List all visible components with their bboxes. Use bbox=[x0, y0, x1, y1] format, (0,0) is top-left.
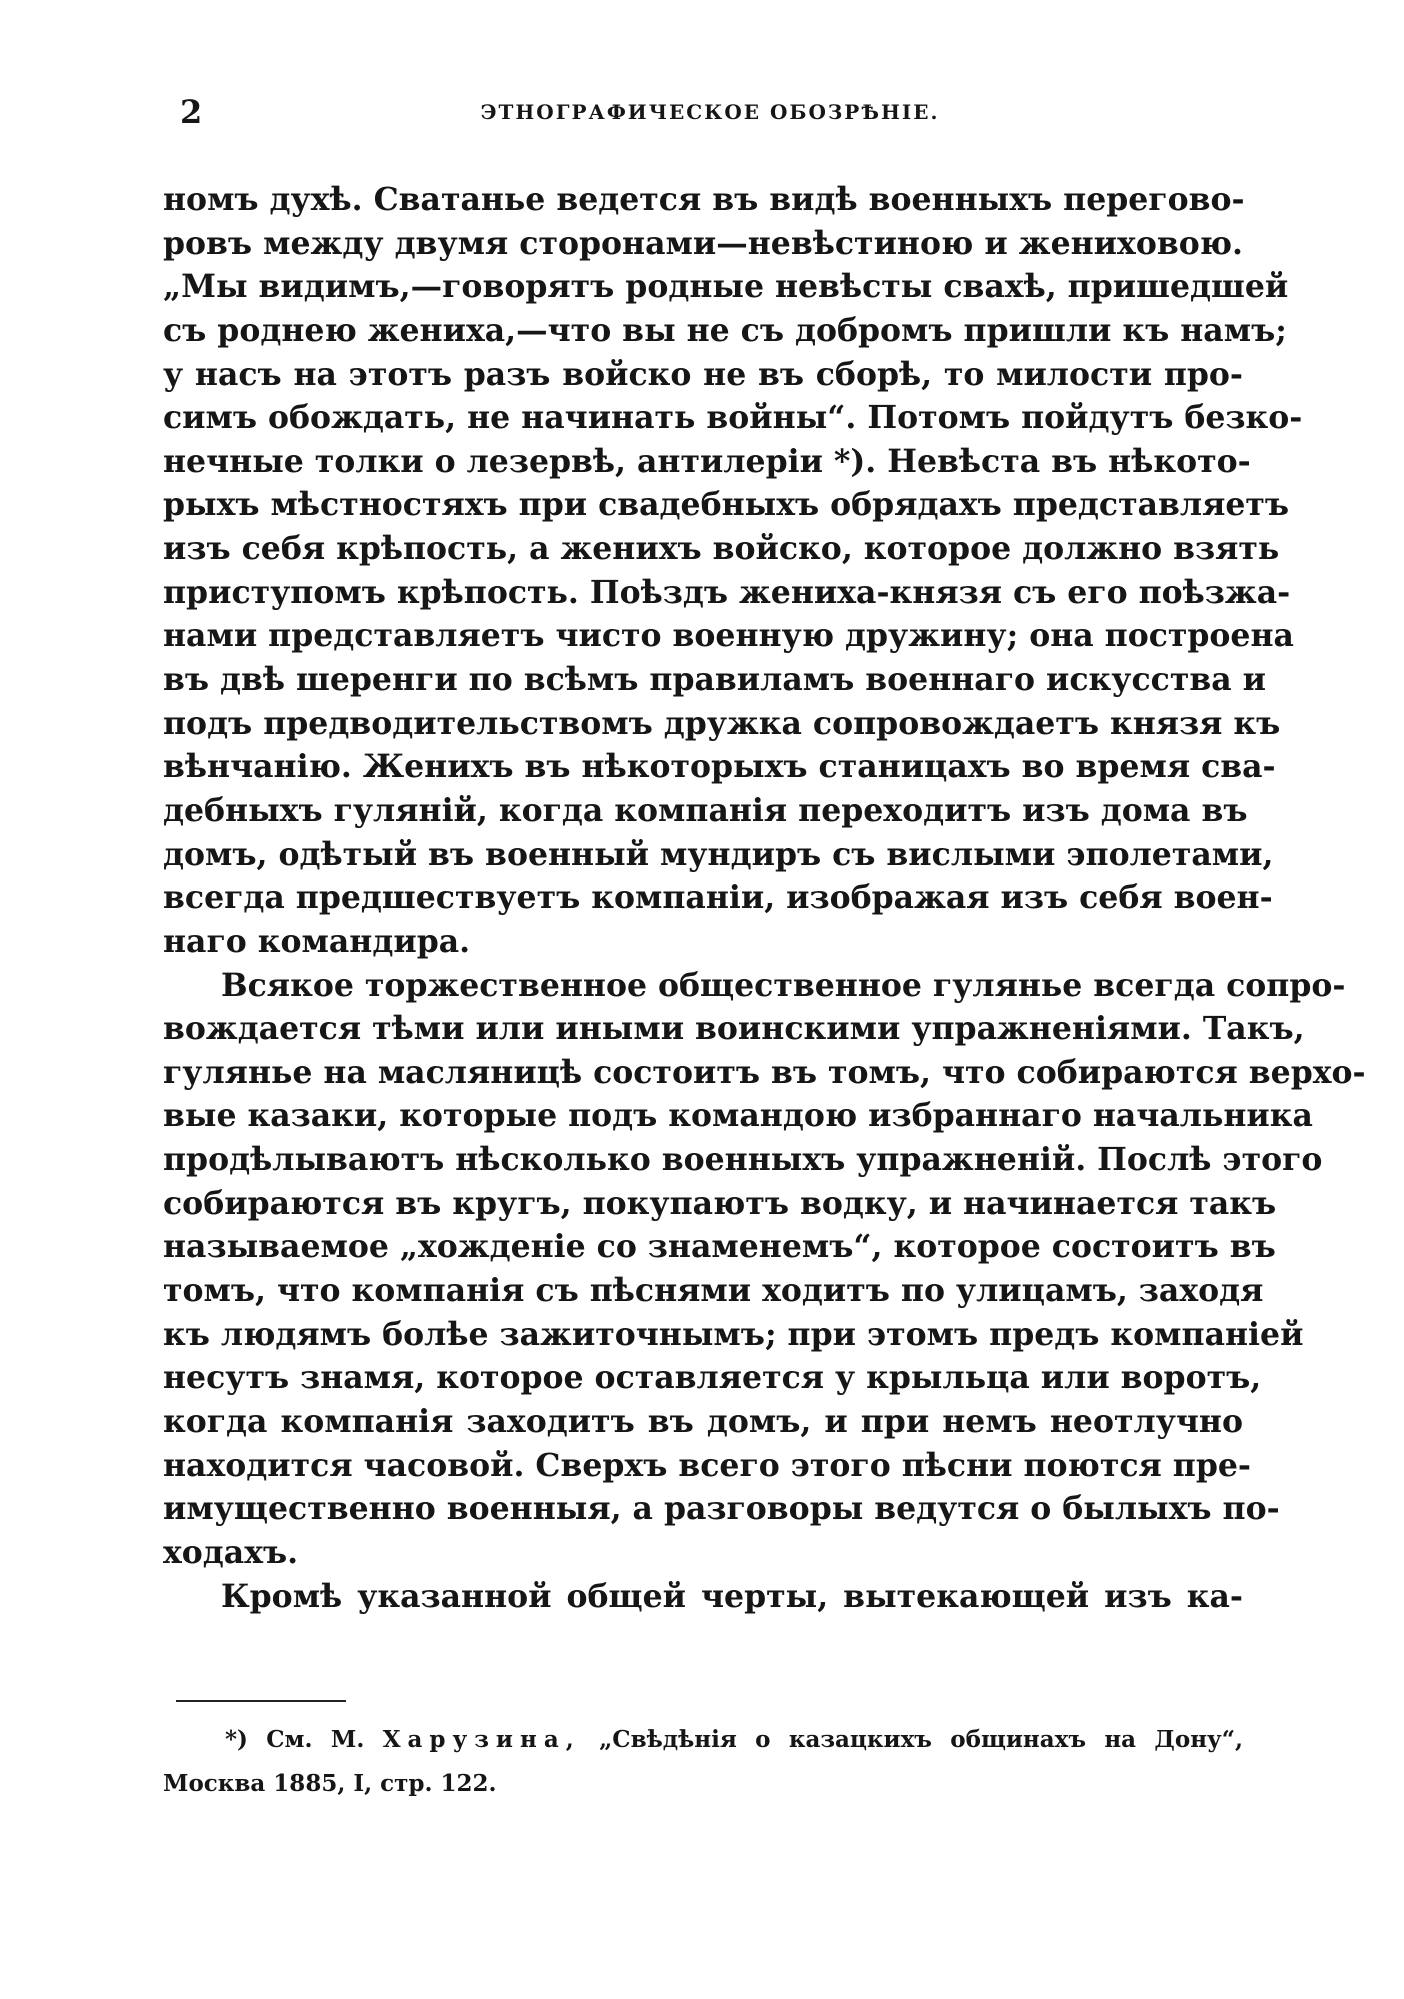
text-line: у насъ на этотъ разъ войско не въ сборѣ, то милости про- bbox=[163, 355, 1243, 393]
footnote-divider bbox=[176, 1700, 346, 1702]
text-line: къ людямъ болѣе зажиточнымъ; при этомъ предъ компаніей bbox=[163, 1315, 1304, 1353]
text-line: ровъ между двумя сторонами—невѣстиною и жениховою. bbox=[163, 224, 1243, 262]
text-line: имущественно военныя, а разговоры ведутся о былыхъ по- bbox=[163, 1490, 1280, 1528]
text-line: номъ духѣ. Сватанье ведется въ видѣ военныхъ перегово- bbox=[163, 181, 1245, 218]
footnote-line bbox=[163, 1718, 1243, 1762]
text-line: собираются въ кругъ, покупаютъ водку, и начинается такъ bbox=[163, 1184, 1277, 1222]
running-title: ЭТНОГРАФИЧЕСКОЕ ОБОЗРѢНІЕ. bbox=[480, 100, 940, 124]
text-line: томъ, что компанія съ пѣснями ходитъ по улицамъ, заходя bbox=[163, 1272, 1264, 1310]
text-line: называемое „хожденіе со знаменемъ“, которое состоитъ въ bbox=[163, 1228, 1276, 1266]
footnote bbox=[163, 1718, 1243, 1806]
text-line: вѣнчанію. Женихъ въ нѣкоторыхъ станицахъ во время сва- bbox=[163, 748, 1276, 786]
text-line: вождается тѣми или иными воинскими упражненіями. Такъ, bbox=[163, 1010, 1305, 1048]
text-line: продѣлываютъ нѣсколько военныхъ упражненій. Послѣ этого bbox=[163, 1141, 1323, 1179]
text-line: подъ предводительствомъ дружка сопровождаетъ князя къ bbox=[163, 704, 1281, 742]
text-line: наго командира. bbox=[163, 922, 471, 960]
text-line: несутъ знамя, которое оставляется у крыльца или воротъ, bbox=[163, 1359, 1262, 1397]
page-number: 2 bbox=[180, 93, 203, 131]
text-line: „Мы видимъ,—говорятъ родные невѣсты свахѣ, пришедшей bbox=[163, 268, 1289, 306]
footnote-line: Москва 1885, I, стр. 122. bbox=[163, 1770, 497, 1797]
text-line: вые казаки, которые подъ командою избраннаго начальника bbox=[163, 1097, 1313, 1135]
text-line: приступомъ крѣпость. Поѣздъ жениха-князя съ его поѣзжа- bbox=[163, 573, 1291, 611]
text-line: Всякое торжественное общественное гулянье всегда сопро- bbox=[221, 966, 1346, 1004]
text-line: рыхъ мѣстностяхъ при свадебныхъ обрядахъ представляетъ bbox=[163, 486, 1290, 524]
text-line: Кромѣ указанной общей черты, вытекающей изъ ка- bbox=[221, 1577, 1243, 1615]
text-line: ходахъ. bbox=[163, 1533, 299, 1571]
text-line: домъ, одѣтый въ военный мундиръ съ вислыми эполетами, bbox=[163, 835, 1274, 873]
footnote-title: „Свѣдѣнія о казацкихъ общинахъ на Дону“, bbox=[599, 1726, 1243, 1753]
text-line: всегда предшествуетъ компаніи, изображая изъ себя воен- bbox=[163, 879, 1273, 917]
text-line: съ роднею жениха,—что вы не съ добромъ пришли къ намъ; bbox=[163, 311, 1287, 349]
text-line: въ двѣ шеренги по всѣмъ правиламъ военнаго искусства и bbox=[163, 661, 1266, 699]
text-line: симъ обождать, не начинать войны“. Потомъ пойдутъ безко- bbox=[163, 399, 1303, 437]
text-line: находится часовой. Сверхъ всего этого пѣсни поются пре- bbox=[163, 1446, 1251, 1484]
body-text bbox=[163, 178, 1366, 1618]
footnote-author: Харузина, bbox=[382, 1726, 581, 1753]
text-line: нечные толки о лезервѣ, антилеріи *). Невѣста въ нѣкото- bbox=[163, 442, 1251, 480]
text-line: гулянье на масляницѣ состоитъ въ томъ, что собираются верхо- bbox=[163, 1053, 1366, 1091]
text-line: нами представляетъ чисто военную дружину; она построена bbox=[163, 617, 1294, 655]
text-line: дебныхъ гуляній, когда компанія переходитъ изъ дома въ bbox=[163, 791, 1248, 829]
text-line: когда компанія заходитъ въ домъ, и при немъ неотлучно bbox=[163, 1402, 1243, 1440]
text-line: изъ себя крѣпость, а женихъ войско, которое должно взять bbox=[163, 530, 1280, 568]
page-header bbox=[180, 92, 1220, 132]
footnote-marker: *) См. М. bbox=[225, 1726, 365, 1753]
